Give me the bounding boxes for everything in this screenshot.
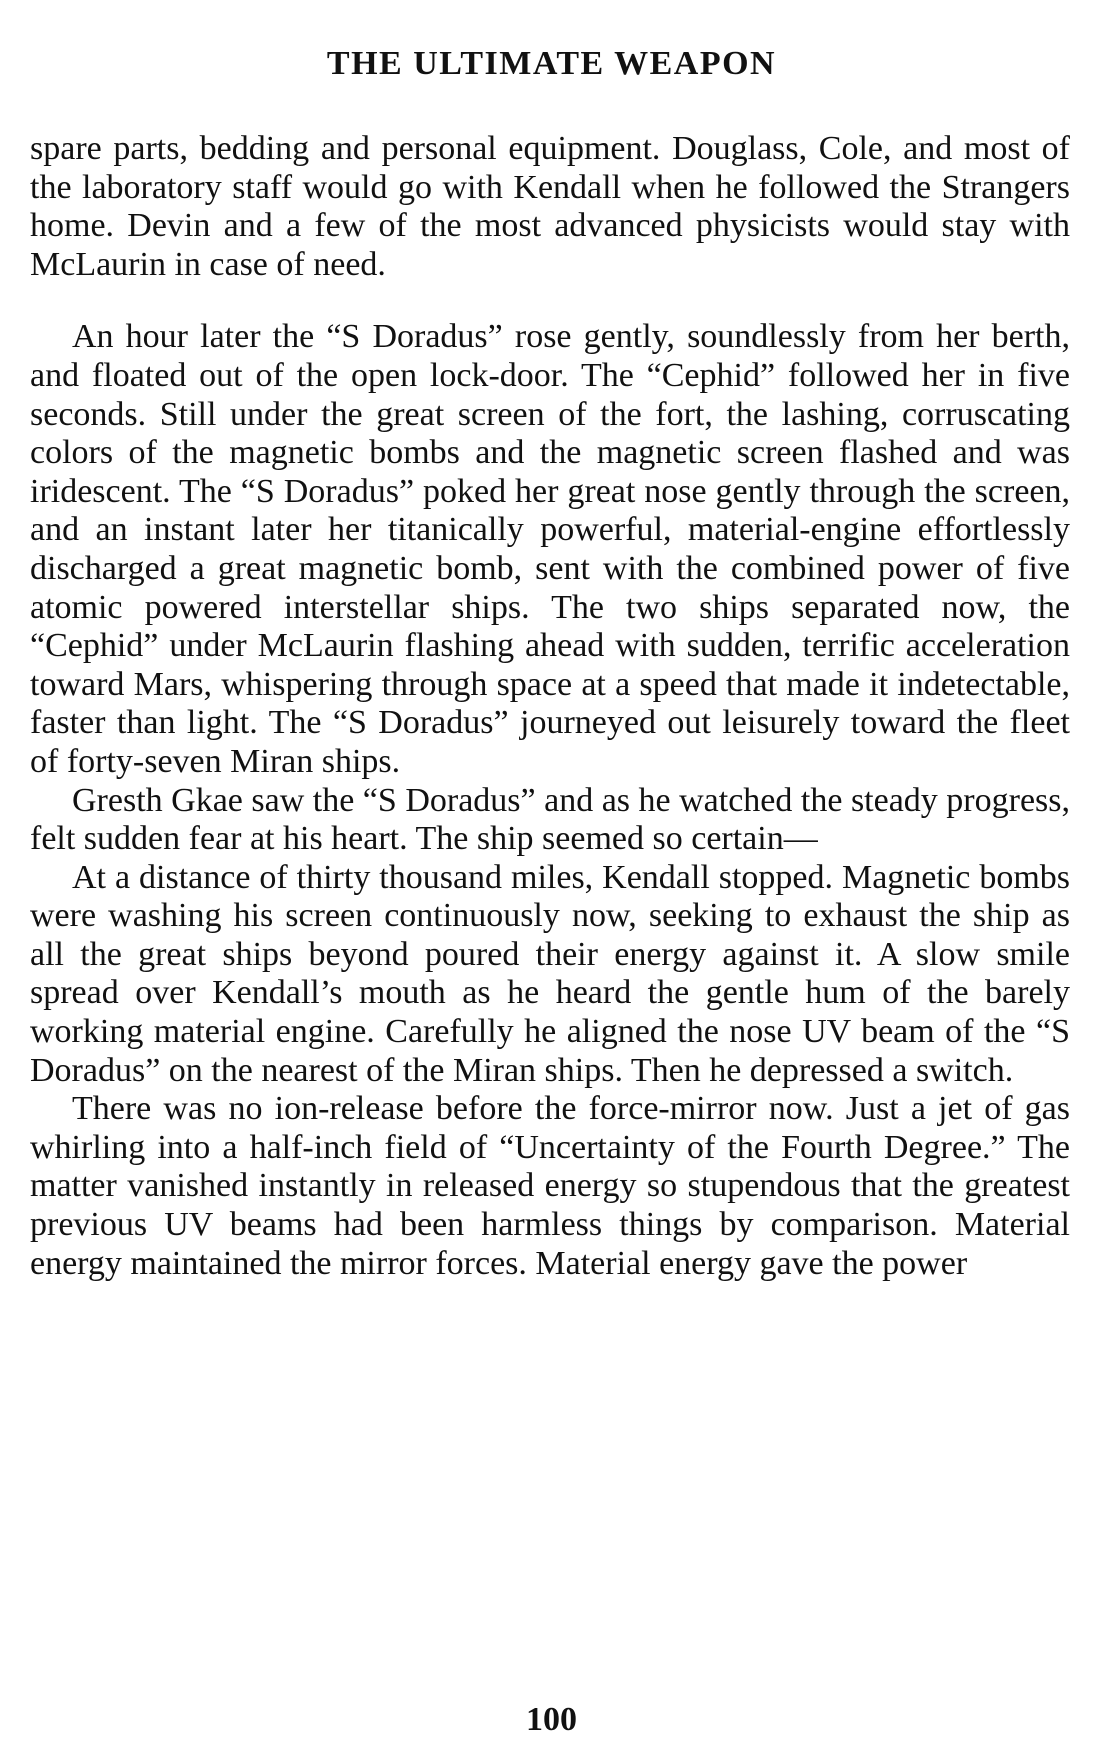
paragraph: Gresth Gkae saw the “S Doradus” and as he watched the steady progress, felt sudden fear at his heart. The ship seemed so certain— xyxy=(30,781,1070,858)
paragraph-continued: spare parts, bedding and personal equipment. Douglass, Cole, and most of the laboratory staff would go with Kendall when he followed the Strangers home. Devin and a few of the most advanced physicists would stay with McLaurin in case of need. xyxy=(30,130,1070,283)
paragraph: At a distance of thirty thousand miles, Kendall stopped. Magnetic bombs were washing his screen continuously now, seeking to exhaust the ship as all the great ships beyond poured their energy against it. A slow smile spread over Kendall’s mouth as he heard the gentle hum of the barely working material engine. Carefully he aligned the nose UV beam of the “S Doradus” on the nearest of the Miran ships. Then he depressed a switch. xyxy=(30,858,1070,1089)
paragraph: There was no ion-release before the force-mirror now. Just a jet of gas whirling into a half-inch field of “Uncertainty of the Fourth Degree.” The matter vanished instantly in released energy so stupendous that the greatest previous UV beams had been harmless things by comparison. Material energy maintained the mirror forces. Material energy gave the power xyxy=(30,1090,1070,1282)
running-head: THE ULTIMATE WEAPON xyxy=(326,45,777,82)
page-number: 100 xyxy=(526,1701,577,1738)
body-text xyxy=(30,130,1070,1283)
paragraph: An hour later the “S Doradus” rose gently, soundlessly from her berth, and floated out of the open lock-door. The “Cephid” followed her in five seconds. Still under the great screen of the fort, the lashing, corruscating colors of the magnetic bombs and the magnetic screen flashed and was iridescent. The “S Doradus” poked her great nose gently through the screen, and an instant later her titanically powerful, material-engine effortlessly discharged a great magnetic bomb, sent with the combined power of five atomic powered interstellar ships. The two ships separated now, the “Cephid” under McLaurin flashing ahead with sudden, terrific acceleration toward Mars, whispering through space at a speed that made it indetectable, faster than light. The “S Doradus” journeyed out leisurely toward the fleet of forty-seven Miran ships. xyxy=(30,318,1070,780)
